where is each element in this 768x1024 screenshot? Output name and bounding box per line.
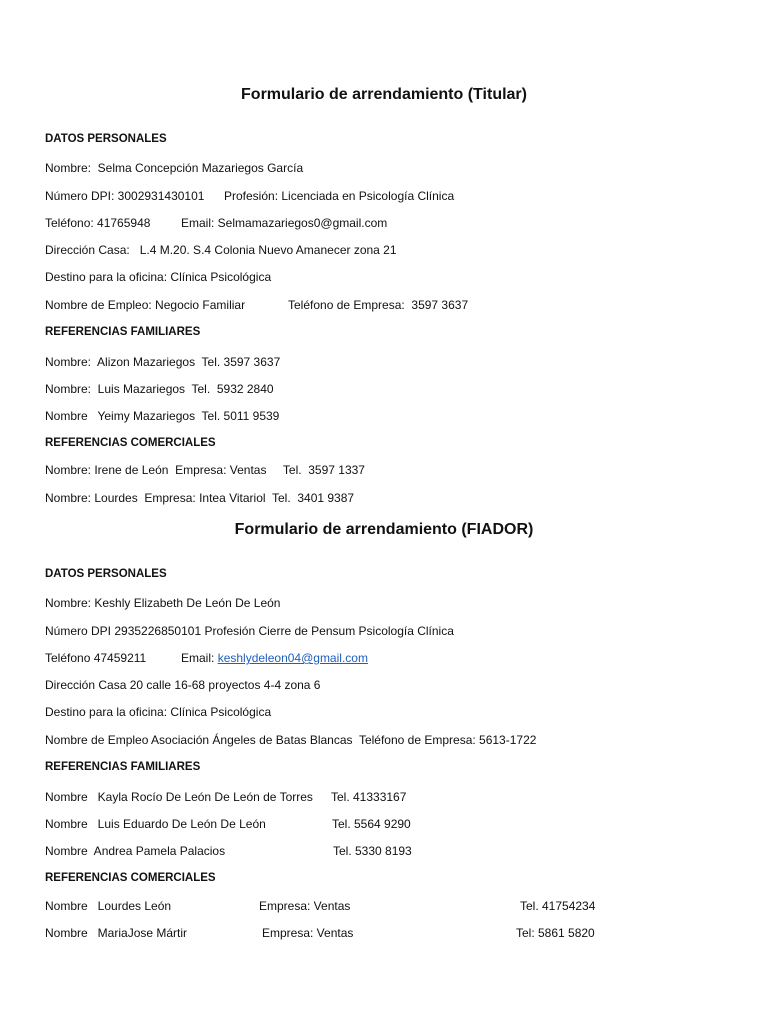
titular-ref-com-heading: REFERENCIAS COMERCIALES <box>45 437 216 449</box>
fiador-ref-fam-nombre: Nombre Luis Eduardo De León De León <box>45 817 266 831</box>
fiador-destino: Destino para la oficina: Clínica Psicológica <box>45 705 272 719</box>
fiador-ref-com-row <box>45 926 745 942</box>
titular-contact-row <box>45 216 745 232</box>
fiador-ref-fam-tel: Tel. 5330 8193 <box>333 844 412 858</box>
fiador-ref-fam-row <box>45 817 745 833</box>
fiador-direccion: Dirección Casa 20 calle 16-68 proyectos 4-4 zona 6 <box>45 678 321 692</box>
fiador-form-title: Formulario de arrendamiento (FIADOR) <box>234 521 534 538</box>
fiador-ref-fam-nombre: Nombre Andrea Pamela Palacios <box>45 844 226 858</box>
titular-tel-empresa: Teléfono de Empresa: 3597 3637 <box>288 298 469 312</box>
fiador-nombre: Nombre: Keshly Elizabeth De León De León <box>45 596 281 610</box>
titular-empleo-row <box>45 298 745 314</box>
fiador-datos-heading: DATOS PERSONALES <box>45 568 167 580</box>
titular-datos-heading: DATOS PERSONALES <box>45 133 167 145</box>
titular-ref-fam-item: Nombre: Luis Mazariegos Tel. 5932 2840 <box>45 382 274 396</box>
fiador-ref-com-nombre: Nombre Lourdes León <box>45 899 172 913</box>
titular-ref-fam-item: Nombre Yeimy Mazariegos Tel. 5011 9539 <box>45 409 280 423</box>
fiador-ref-fam-heading: REFERENCIAS FAMILIARES <box>45 761 201 773</box>
titular-direccion: Dirección Casa: L.4 M.20. S.4 Colonia Nuevo Amanecer zona 21 <box>45 243 397 257</box>
fiador-ref-com-empresa: Empresa: Ventas <box>259 899 351 913</box>
fiador-ref-com-tel: Tel. 41754234 <box>520 899 596 913</box>
titular-destino: Destino para la oficina: Clínica Psicológica <box>45 270 272 284</box>
titular-telefono: Teléfono: 41765948 <box>45 216 151 230</box>
fiador-ref-com-nombre: Nombre MariaJose Mártir <box>45 926 188 940</box>
titular-empleo: Nombre de Empleo: Negocio Familiar <box>45 298 246 312</box>
fiador-email <box>181 651 368 665</box>
titular-form-title: Formulario de arrendamiento (Titular) <box>241 86 527 103</box>
titular-ref-com-item: Nombre: Lourdes Empresa: Intea Vitariol Tel. 3401 9387 <box>45 491 355 505</box>
fiador-ref-fam-row <box>45 844 745 860</box>
fiador-contact-row <box>45 651 745 667</box>
fiador-ref-com-tel: Tel: 5861 5820 <box>516 926 595 940</box>
titular-dpi: Número DPI: 3002931430101 <box>45 189 205 203</box>
fiador-dpi-profesion: Número DPI 2935226850101 Profesión Cierre de Pensum Psicología Clínica <box>45 624 454 638</box>
titular-email: Email: Selmamazariegos0@gmail.com <box>181 216 388 230</box>
titular-ref-fam-heading: REFERENCIAS FAMILIARES <box>45 326 201 338</box>
titular-ref-fam-item: Nombre: Alizon Mazariegos Tel. 3597 3637 <box>45 355 281 369</box>
fiador-ref-com-heading: REFERENCIAS COMERCIALES <box>45 872 216 884</box>
fiador-ref-com-empresa: Empresa: Ventas <box>262 926 354 940</box>
fiador-ref-com-row <box>45 899 745 915</box>
titular-profesion: Profesión: Licenciada en Psicología Clínica <box>224 189 455 203</box>
fiador-email-link[interactable]: keshlydeleon04@gmail.com <box>217 651 368 665</box>
titular-ref-com-item: Nombre: Irene de León Empresa: Ventas Tel. 3597 1337 <box>45 463 365 477</box>
fiador-ref-fam-nombre: Nombre Kayla Rocío De León De León de Torres <box>45 790 313 804</box>
fiador-telefono: Teléfono 47459211 <box>45 651 147 665</box>
fiador-ref-fam-tel: Tel. 5564 9290 <box>332 817 411 831</box>
fiador-empleo: Nombre de Empleo Asociación Ángeles de Batas Blancas Teléfono de Empresa: 5613-1722 <box>45 733 537 747</box>
fiador-ref-fam-tel: Tel. 41333167 <box>331 790 407 804</box>
titular-dpi-row <box>45 189 745 205</box>
fiador-ref-fam-row <box>45 790 745 806</box>
fiador-email-label: Email: <box>181 651 218 665</box>
titular-nombre: Nombre: Selma Concepción Mazariegos García <box>45 161 304 175</box>
